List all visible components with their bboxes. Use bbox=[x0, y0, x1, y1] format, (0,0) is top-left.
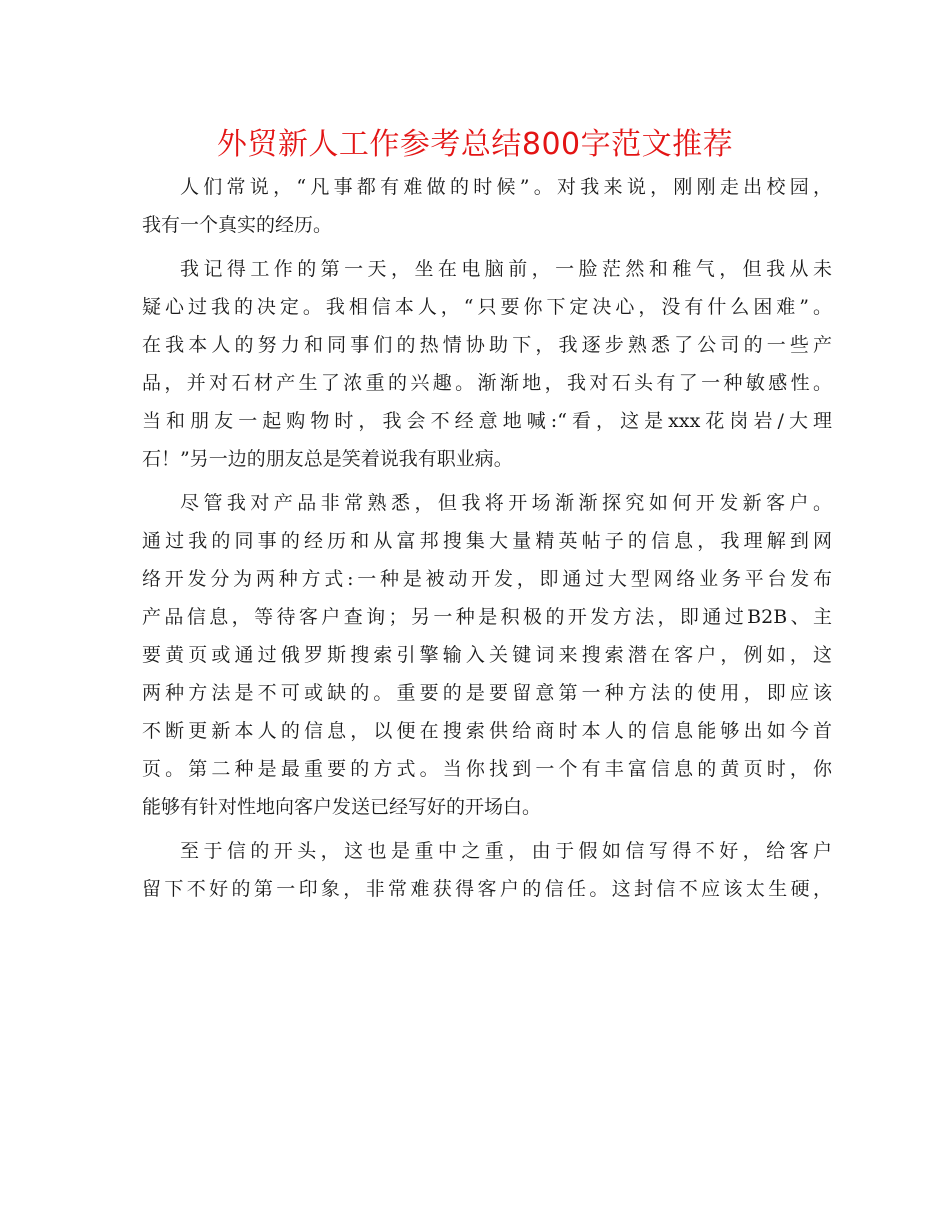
text-line: 我记得工作的第一天，坐在电脑前，一脸茫然和稚气，但我从未 bbox=[180, 258, 832, 280]
text-line: 通过我的同事的经历和从富邦搜集大量精英帖子的信息，我理解到网 bbox=[142, 530, 832, 552]
text-line: 当和朋友一起购物时，我会不经意地喊:“看，这是xxx花岗岩/大理 bbox=[142, 410, 832, 432]
text-line: 品，并对石材产生了浓重的兴趣。渐渐地，我对石头有了一种敏感性。 bbox=[142, 372, 832, 394]
text-line: 络开发分为两种方式:一种是被动开发，即通过大型网络业务平台发布 bbox=[142, 568, 832, 590]
paragraph-4 bbox=[142, 832, 832, 908]
document-body bbox=[142, 168, 832, 914]
text-line: 要黄页或通过俄罗斯搜索引擎输入关键词来搜索潜在客户，例如，这 bbox=[142, 644, 832, 666]
text-line: 能够有针对性地向客户发送已经写好的开场白。 bbox=[142, 796, 542, 818]
text-line: 疑心过我的决定。我相信本人，“只要你下定决心，没有什么困难”。 bbox=[142, 296, 832, 318]
text-line: 我有一个真实的经历。 bbox=[142, 214, 333, 236]
text-line: 两种方法是不可或缺的。重要的是要留意第一种方法的使用，即应该 bbox=[142, 682, 832, 704]
text-line: 尽管我对产品非常熟悉，但我将开场渐渐探究如何开发新客户。 bbox=[180, 492, 832, 514]
text-line: 留下不好的第一印象，非常难获得客户的信任。这封信不应该太生硬， bbox=[142, 878, 832, 900]
text-line: 石！”另一边的朋友总是笑着说我有职业病。 bbox=[142, 448, 513, 470]
text-line: 至于信的开头，这也是重中之重，由于假如信写得不好，给客户 bbox=[180, 840, 832, 862]
text-line: 在我本人的努力和同事们的热情协助下，我逐步熟悉了公司的一些产 bbox=[142, 334, 832, 356]
text-line: 页。第二种是最重要的方式。当你找到一个有丰富信息的黄页时，你 bbox=[142, 758, 832, 780]
paragraph-1 bbox=[142, 168, 832, 244]
text-line: 人们常说，“凡事都有难做的时候”。对我来说，刚刚走出校园， bbox=[180, 176, 832, 198]
paragraph-2 bbox=[142, 250, 832, 478]
document-title: 外贸新人工作参考总结800字范文推荐 bbox=[216, 127, 734, 162]
text-line: 不断更新本人的信息，以便在搜索供给商时本人的信息能够出如今首 bbox=[142, 720, 832, 742]
paragraph-3 bbox=[142, 484, 832, 826]
text-line: 产品信息，等待客户查询；另一种是积极的开发方法，即通过B2B、主 bbox=[142, 606, 832, 628]
